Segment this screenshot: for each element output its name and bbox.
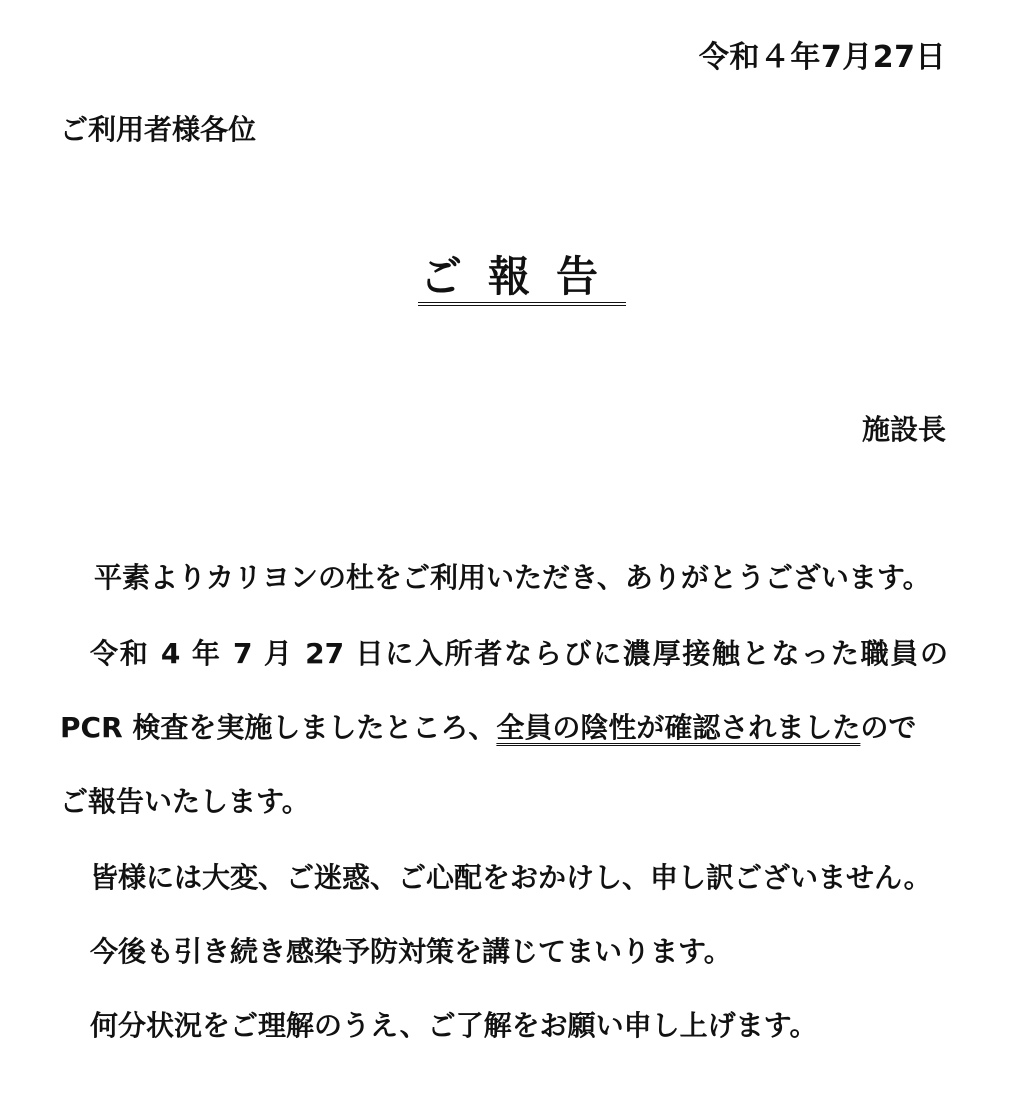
body-line-closing: 何分状況をご理解のうえ、ご了解をお願い申し上げます。 xyxy=(90,1009,818,1042)
body-line-prevention: 今後も引き続き感染予防対策を講じてまいります。 xyxy=(90,935,732,968)
body-line-test-result-suffix: ので xyxy=(860,711,917,744)
body-line-test-result xyxy=(60,708,916,748)
result-emphasis: 全員の陰性が確認されました xyxy=(496,711,861,744)
signer: 施設長 xyxy=(861,413,946,446)
body-line-greeting: 平素よりカリヨンの杜をご利用いただき、ありがとうございます。 xyxy=(94,561,931,594)
body-line-apology: 皆様には大変、ご迷惑、ご心配をおかけし、申し訳ございません。 xyxy=(90,861,932,894)
body-line-test-date: 令和 4 年 7 月 27 日に入所者ならびに濃厚接触となった職員の xyxy=(90,637,948,670)
addressee: ご利用者様各位 xyxy=(60,113,257,146)
body-line-report: ご報告いたします。 xyxy=(60,785,310,818)
document-date: 令和４年7月27日 xyxy=(698,40,946,75)
body-line-test-result-prefix: PCR 検査を実施しましたところ、 xyxy=(60,711,497,744)
document-title-wrapper xyxy=(0,252,1018,306)
document-title: ご報告 xyxy=(418,253,626,306)
